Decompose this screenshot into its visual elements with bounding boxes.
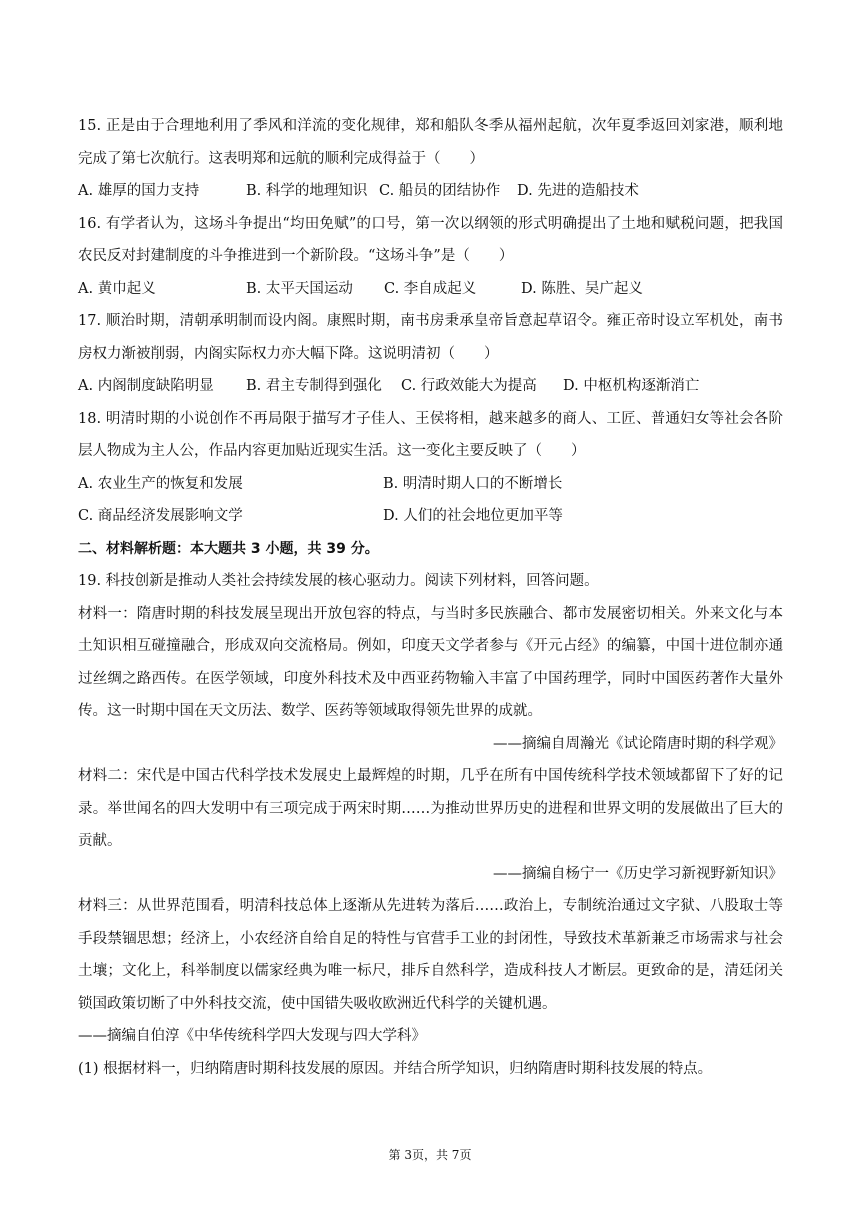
option-b: B. 君主专制得到强化 (246, 378, 382, 394)
question-15-stem: 15. 正是由于合理地利用了季风和洋流的变化规律，郑和船队冬季从福州起航，次年夏季返回刘家港，顺利地完成了第七次航行。这表明郑和远航的顺利完成得益于（ ） (78, 118, 783, 167)
question-17-stem: 17. 顺治时期，清朝承明制而设内阁。康熙时期，南书房秉承皇帝旨意起草诏令。雍正帝时设立军机处，南书房权力渐被削弱，内阁实际权力亦大幅下降。这说明清初（ ） (78, 313, 783, 362)
material-one-source: ——摘编自周瀚光《试论隋唐时期的科学观》 (493, 735, 783, 752)
option-d: D. 陈胜、吴广起义 (521, 280, 643, 297)
question-16-stem: 16. 有学者认为，这场斗争提出“均田免赋”的口号，第一次以纲领的形式明确提出了土地和赋税问题，把我国农民反对封建制度的斗争推进到一个新阶段。“这场斗争”是（ ） (78, 215, 783, 264)
option-d: D. 先进的造船技术 (517, 183, 639, 199)
sub-question-1: (1) 根据材料一，归纳隋唐时期科技发展的原因。并结合所学知识，归纳隋唐时期科技发展的特点。 (78, 1060, 713, 1077)
option-c: C. 商品经济发展影响文学 (78, 508, 243, 524)
option-a: A. 农业生产的恢复和发展 (78, 475, 243, 492)
question-17-options (78, 370, 783, 403)
material-two: 材料二：宋代是中国古代科学技术发展史上最辉煌的时期，几乎在所有中国传统科学技术领域都留下了好的记录。举世闻名的四大发明中有三项完成于两宋时期……为推动世界历史的进程和世界文明的发展做出了巨大的贡献。 (78, 768, 783, 849)
option-c: C. 行政效能大为提高 (401, 378, 537, 394)
option-d: D. 人们的社会地位更加平等 (383, 508, 563, 524)
option-b: B. 明清时期人口的不断增长 (383, 475, 563, 492)
question-18-stem: 18. 明清时期的小说创作不再局限于描写才子佳人、王侯将相，越来越多的商人、工匠、普通妇女等社会各阶层人物成为主人公，作品内容更加贴近现实生活。这一变化主要反映了（ ） (78, 410, 783, 459)
material-two-source: ——摘编自杨宁一《历史学习新视野新知识》 (493, 865, 783, 882)
material-three-source: ——摘编自伯淳《中华传统科学四大发现与四大学科》 (78, 1028, 426, 1044)
question-18-options-row1 (78, 468, 783, 501)
question-19-stem: 19. 科技创新是推动人类社会持续发展的核心驱动力。阅读下列材料，回答问题。 (78, 573, 599, 589)
page-content (78, 110, 783, 1085)
question-15-options (78, 175, 783, 208)
material-one: 材料一：隋唐时期的科技发展呈现出开放包容的特点，与当时多民族融合、都市发展密切相关。外来文化与本土知识相互碰撞融合，形成双向交流格局。例如，印度天文学者参与《开元占经》的编纂，中国十进位制亦通过丝绸之路西传。在医学领域，印度外科技术及中西亚药物输入丰富了中国药理学，同时中国医药著作大量外传。这一时期中国在天文历法、数学、医药等领域取得领先世界的成就。 (78, 605, 783, 719)
material-three: 材料三：从世界范围看，明清科技总体上逐渐从先进转为落后……政治上，专制统治通过文字狱、八股取士等手段禁锢思想；经济上，小农经济自给自足的特性与官营手工业的封闭性，导致技术革新兼乏市场需求与社会土壤；文化上，科举制度以儒家经典为唯一标尺，排斥自然科学，造成科技人才断层。更致命的是，清廷闭关锁国政策切断了中外科技交流，使中国错失吸收欧洲近代科学的关键机遇。 (78, 898, 783, 1012)
question-16-options (78, 273, 783, 306)
option-c: C. 李自成起义 (384, 280, 477, 297)
option-b: B. 科学的地理知识 (246, 183, 368, 199)
question-18-options-row2 (78, 500, 783, 533)
page-footer: 第 3页，共 7页 (388, 1148, 472, 1162)
option-a: A. 雄厚的国力支持 (78, 183, 200, 199)
option-a: A. 黄巾起义 (78, 280, 156, 297)
section-heading: 二、材料解析题：本大题共 3 小题，共 39 分。 (78, 540, 379, 557)
option-b: B. 太平天国运动 (246, 280, 353, 297)
option-a: A. 内阁制度缺陷明显 (78, 378, 214, 394)
option-d: D. 中枢机构逐渐消亡 (563, 378, 700, 394)
option-c: C. 船员的团结协作 (379, 183, 501, 199)
